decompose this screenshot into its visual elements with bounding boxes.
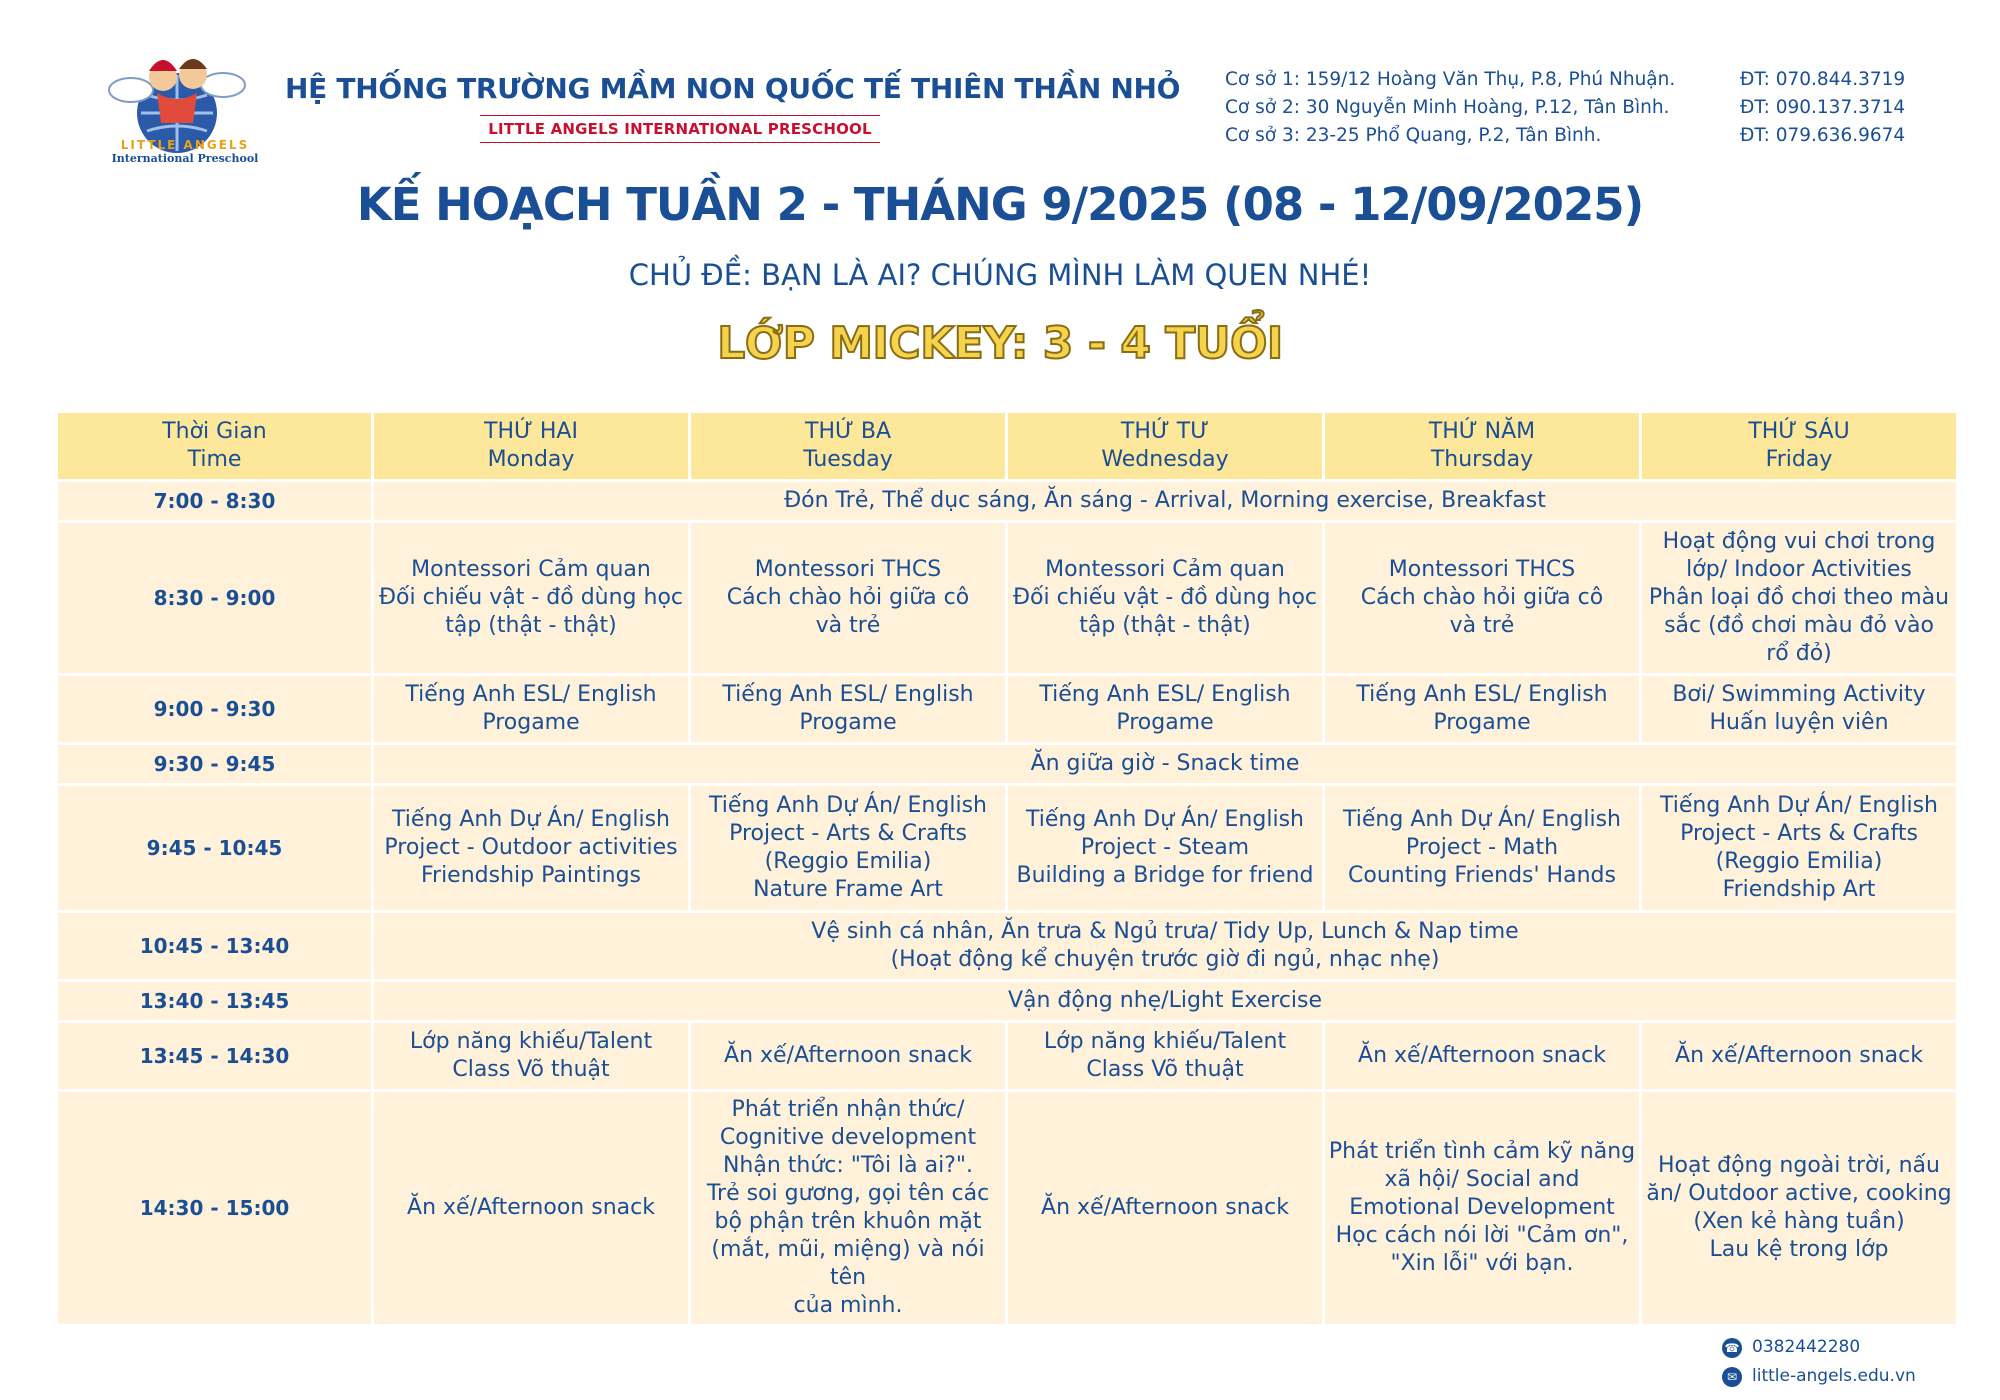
plan-title: KẾ HOẠCH TUẦN 2 - THÁNG 9/2025 (08 - 12/09/2025) bbox=[356, 178, 1644, 231]
contact-website[interactable]: little-angels.edu.vn bbox=[1752, 1366, 1916, 1386]
wednesday-cell: Montessori Cảm quan Đối chiếu vật - đồ dùng học tập (thật - thật) bbox=[1008, 523, 1322, 673]
table-row bbox=[58, 1092, 1956, 1324]
branch-label: Cơ sở 2: bbox=[1225, 97, 1300, 118]
header-friday: THỨ SÁU Friday bbox=[1642, 413, 1956, 479]
footer-contact bbox=[1722, 1333, 1916, 1391]
table-row bbox=[58, 482, 1956, 520]
wednesday-cell: Tiếng Anh ESL/ English Progame bbox=[1008, 676, 1322, 742]
monday-cell: Montessori Cảm quan Đối chiếu vật - đồ dùng học tập (thật - thật) bbox=[374, 523, 688, 673]
all-days-cell: Đón Trẻ, Thể dục sáng, Ăn sáng - Arrival, Morning exercise, Breakfast bbox=[374, 482, 1956, 520]
table-row bbox=[58, 913, 1956, 979]
tuesday-cell: Tiếng Anh Dự Án/ English Project - Arts & Crafts (Reggio Emilia) Nature Frame Art bbox=[691, 786, 1005, 910]
thursday-cell: Tiếng Anh ESL/ English Progame bbox=[1325, 676, 1639, 742]
class-name: LỚP MICKEY: 3 - 4 TUỔI bbox=[717, 318, 1283, 369]
header-wednesday: THỨ TƯ Wednesday bbox=[1008, 413, 1322, 479]
school-name-en-block bbox=[480, 115, 880, 143]
time-cell: 13:40 - 13:45 bbox=[58, 982, 371, 1020]
time-cell: 13:45 - 14:30 bbox=[58, 1023, 371, 1089]
table-row bbox=[58, 786, 1956, 910]
logo-brand-subtitle: International Preschool bbox=[111, 152, 259, 165]
school-name-en: LITTLE ANGELS INTERNATIONAL PRESCHOOL bbox=[488, 120, 872, 138]
branch-phone: ĐT: 079.636.9674 bbox=[1740, 125, 1906, 146]
email-icon: ✉ bbox=[1722, 1367, 1742, 1387]
time-cell: 7:00 - 8:30 bbox=[58, 482, 371, 520]
friday-cell: Ăn xế/Afternoon snack bbox=[1642, 1023, 1956, 1089]
wednesday-cell: Lớp năng khiếu/Talent Class Võ thuật bbox=[1008, 1023, 1322, 1089]
header-time: Thời Gian Time bbox=[58, 413, 371, 479]
branch-list bbox=[1225, 66, 1905, 150]
logo-brand-name: LITTLE ANGELS bbox=[120, 138, 250, 152]
wednesday-cell: Ăn xế/Afternoon snack bbox=[1008, 1092, 1322, 1324]
table-row bbox=[58, 523, 1956, 673]
header-monday: THỨ HAI Monday bbox=[374, 413, 688, 479]
wednesday-cell: Tiếng Anh Dự Án/ English Project - Steam Building a Bridge for friend bbox=[1008, 786, 1322, 910]
weekly-schedule-table bbox=[55, 410, 1959, 1327]
theme-subtitle: CHỦ ĐỀ: BẠN LÀ AI? CHÚNG MÌNH LÀM QUEN NHÉ! bbox=[628, 258, 1372, 292]
friday-cell: Tiếng Anh Dự Án/ English Project - Arts & Crafts (Reggio Emilia) Friendship Art bbox=[1642, 786, 1956, 910]
branch-label: Cơ sở 3: bbox=[1225, 125, 1300, 146]
tuesday-cell: Montessori THCS Cách chào hỏi giữa cô và trẻ bbox=[691, 523, 1005, 673]
friday-cell: Hoạt động vui chơi trong lớp/ Indoor Activities Phân loại đồ chơi theo màu sắc (đồ chơi màu đỏ vào rổ đỏ) bbox=[1642, 523, 1956, 673]
time-cell: 9:45 - 10:45 bbox=[58, 786, 371, 910]
table-row bbox=[58, 676, 1956, 742]
branch-row bbox=[1225, 94, 1905, 122]
header-thursday: THỨ NĂM Thursday bbox=[1325, 413, 1639, 479]
contact-phone: 0382442280 bbox=[1752, 1337, 1861, 1357]
school-logo bbox=[95, 35, 275, 170]
table-row bbox=[58, 982, 1956, 1020]
monday-cell: Tiếng Anh ESL/ English Progame bbox=[374, 676, 688, 742]
table-header-row bbox=[58, 413, 1956, 479]
contact-website-row[interactable] bbox=[1722, 1362, 1916, 1391]
time-cell: 9:00 - 9:30 bbox=[58, 676, 371, 742]
time-cell: 10:45 - 13:40 bbox=[58, 913, 371, 979]
time-cell: 9:30 - 9:45 bbox=[58, 745, 371, 783]
header-tuesday: THỨ BA Tuesday bbox=[691, 413, 1005, 479]
branch-row bbox=[1225, 122, 1905, 150]
branch-row bbox=[1225, 66, 1905, 94]
branch-phone: ĐT: 090.137.3714 bbox=[1740, 97, 1906, 118]
branch-phone: ĐT: 070.844.3719 bbox=[1740, 69, 1906, 90]
school-name: HỆ THỐNG TRƯỜNG MẦM NON QUỐC TẾ THIÊN THẦN NHỎ bbox=[285, 72, 1181, 105]
all-days-cell: Vệ sinh cá nhân, Ăn trưa & Ngủ trưa/ Tidy Up, Lunch & Nap time (Hoạt động kể chuyện trước giờ đi ngủ, nhạc nhẹ) bbox=[374, 913, 1956, 979]
red-rule-bottom bbox=[480, 142, 880, 143]
branch-address: 159/12 Hoàng Văn Thụ, P.8, Phú Nhuận. bbox=[1305, 69, 1676, 90]
tuesday-cell: Phát triển nhận thức/ Cognitive development Nhận thức: "Tôi là ai?". Trẻ soi gương, gọi tên các bộ phận trên khuôn mặt (mắt, mũi, miệng) và nói tên của mình. bbox=[691, 1092, 1005, 1324]
branch-address: 30 Nguyễn Minh Hoàng, P.12, Tân Bình. bbox=[1305, 97, 1670, 118]
time-cell: 8:30 - 9:00 bbox=[58, 523, 371, 673]
table-row bbox=[58, 745, 1956, 783]
phone-icon: ☎ bbox=[1722, 1338, 1742, 1358]
all-days-cell: Ăn giữa giờ - Snack time bbox=[374, 745, 1956, 783]
thursday-cell: Phát triển tình cảm kỹ năng xã hội/ Social and Emotional Development Học cách nói lời "Cảm ơn", "Xin lỗi" với bạn. bbox=[1325, 1092, 1639, 1324]
tuesday-cell: Ăn xế/Afternoon snack bbox=[691, 1023, 1005, 1089]
time-cell: 14:30 - 15:00 bbox=[58, 1092, 371, 1324]
monday-cell: Ăn xế/Afternoon snack bbox=[374, 1092, 688, 1324]
thursday-cell: Tiếng Anh Dự Án/ English Project - Math Counting Friends' Hands bbox=[1325, 786, 1639, 910]
branch-address: 23-25 Phổ Quang, P.2, Tân Bình. bbox=[1305, 125, 1602, 146]
all-days-cell: Vận động nhẹ/Light Exercise bbox=[374, 982, 1956, 1020]
friday-cell: Hoạt động ngoài trời, nấu ăn/ Outdoor active, cooking (Xen kẻ hàng tuần) Lau kệ trong lớp bbox=[1642, 1092, 1956, 1324]
friday-cell: Bơi/ Swimming Activity Huấn luyện viên bbox=[1642, 676, 1956, 742]
school-header bbox=[285, 72, 1181, 143]
branch-label: Cơ sở 1: bbox=[1225, 69, 1300, 90]
monday-cell: Tiếng Anh Dự Án/ English Project - Outdoor activities Friendship Paintings bbox=[374, 786, 688, 910]
thursday-cell: Ăn xế/Afternoon snack bbox=[1325, 1023, 1639, 1089]
thursday-cell: Montessori THCS Cách chào hỏi giữa cô và trẻ bbox=[1325, 523, 1639, 673]
table-row bbox=[58, 1023, 1956, 1089]
tuesday-cell: Tiếng Anh ESL/ English Progame bbox=[691, 676, 1005, 742]
monday-cell: Lớp năng khiếu/Talent Class Võ thuật bbox=[374, 1023, 688, 1089]
contact-phone-row bbox=[1722, 1333, 1916, 1362]
